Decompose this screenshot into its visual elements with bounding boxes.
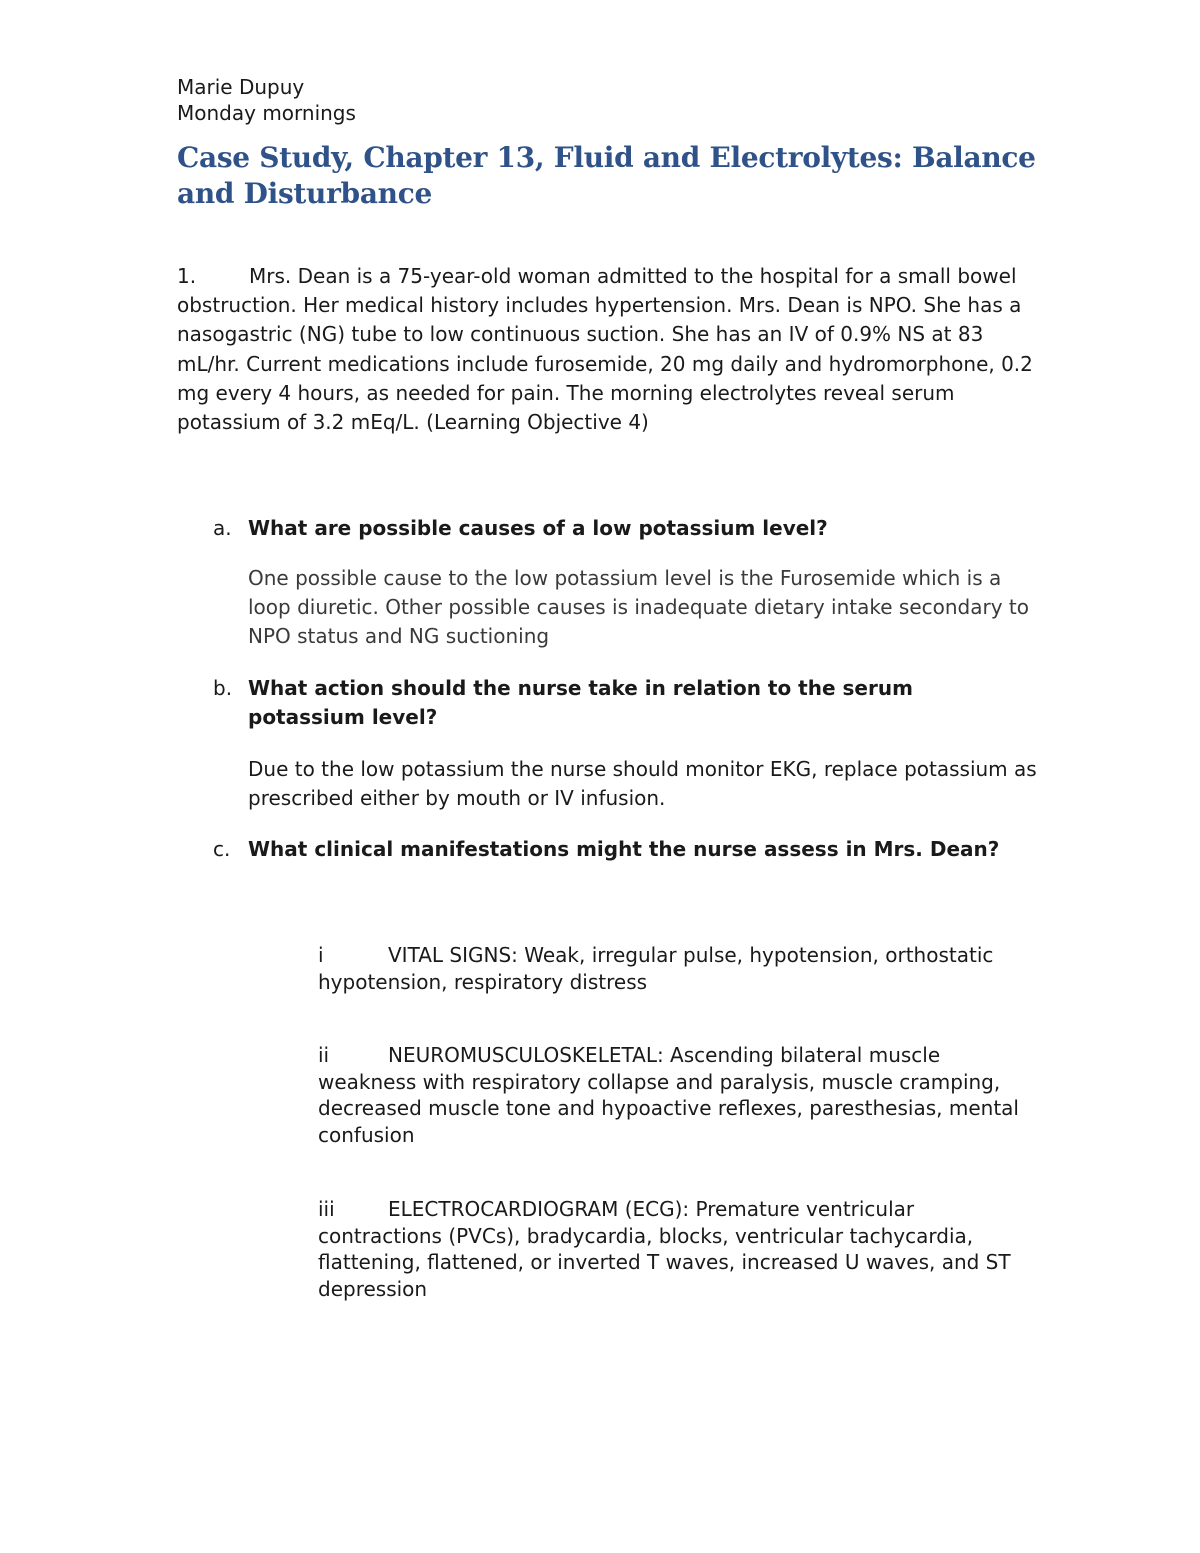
question-b (213, 674, 1013, 732)
manifestation-text: VITAL SIGNS: Weak, irregular pulse, hypotension, orthostatic hypotension, respiratory distress (318, 943, 994, 994)
question-letter: c. (213, 837, 231, 861)
answer-b: Due to the low potassium the nurse should monitor EKG, replace potassium as prescribed either by mouth or IV infusion. (248, 757, 1037, 810)
question-a (213, 514, 1013, 543)
roman-numeral: ii (318, 1043, 330, 1067)
case-number: 1. (177, 264, 197, 288)
question-text: What action should the nurse take in relation to the serum potassium level? (248, 676, 913, 729)
question-text: What are possible causes of a low potassium level? (248, 516, 828, 540)
manifestation-item (318, 942, 1038, 995)
roman-numeral: iii (318, 1197, 335, 1221)
question-text: What clinical manifestations might the nurse assess in Mrs. Dean? (248, 837, 1000, 861)
document-title: Case Study, Chapter 13, Fluid and Electrolytes: Balance and Disturbance (177, 141, 1036, 210)
author-name: Marie Dupuy (177, 75, 305, 99)
case-text: Mrs. Dean is a 75-year-old woman admitted to the hospital for a small bowel obstruction. Her medical history includes hypertension. Mrs. Dean is NPO. She has a nasogastric (NG) tube to low continuous suction. She has an IV of 0.9% NS at 83 mL/hr. Current medications include furosemide, 20 mg daily and hydromorphone, 0.2 mg every 4 hours, as needed for pain. The morning electrolytes reveal serum potassium of 3.2 mEq/L. (Learning Objective 4) (177, 264, 1033, 435)
question-letter: a. (213, 516, 232, 540)
manifestation-item (318, 1042, 1038, 1148)
answer-a: One possible cause to the low potassium level is the Furosemide which is a loop diuretic. Other possible causes is inadequate dietary intake secondary to NPO status and NG suctioning (248, 566, 1029, 648)
case-intro (177, 262, 1037, 437)
roman-numeral: i (318, 943, 324, 967)
question-letter: b. (213, 676, 233, 700)
class-schedule: Monday mornings (177, 101, 356, 125)
manifestation-text: ELECTROCARDIOGRAM (ECG): Premature ventricular contractions (PVCs), bradycardia, blocks, ventricular tachycardia, flattening, flattened, or inverted T waves, increased U waves, and ST depression (318, 1197, 1011, 1301)
manifestation-item (318, 1196, 1038, 1302)
question-c (213, 835, 1013, 864)
manifestation-text: NEUROMUSCULOSKELETAL: Ascending bilateral muscle weakness with respiratory collapse and paralysis, muscle cramping, decreased muscle tone and hypoactive reflexes, paresthesias, mental confusion (318, 1043, 1019, 1147)
